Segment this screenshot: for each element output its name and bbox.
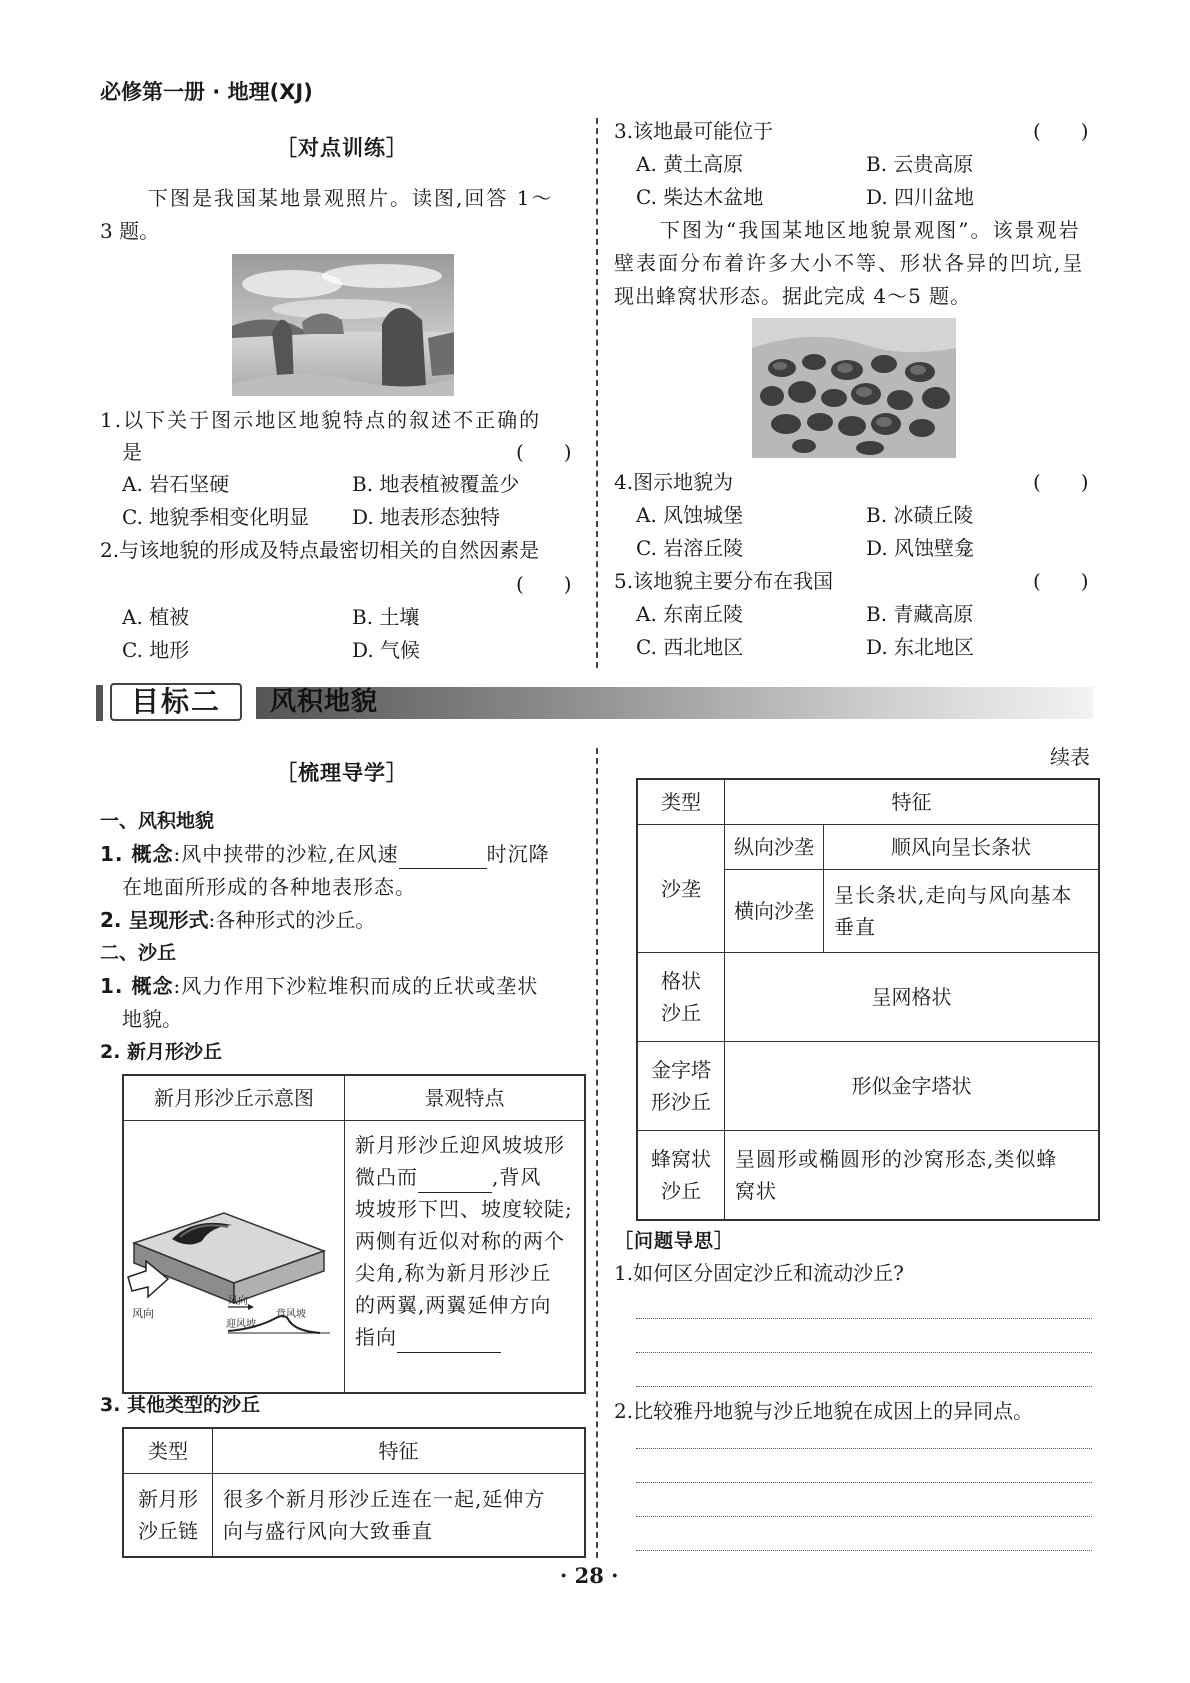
dune-type-cell: 蜂窝状 沙丘 (637, 1131, 725, 1221)
dune-subtype-cell: 纵向沙垄 (725, 825, 824, 870)
table-header: 景观特点 (345, 1075, 586, 1121)
option-c: C. 柴达木盆地 (636, 185, 764, 209)
dune-feature-cell: 呈长条状,走向与风向基本 垂直 (824, 870, 1100, 953)
answer-paren: ( ) (1033, 119, 1089, 143)
answer-paren: ( ) (516, 440, 572, 464)
fill-blank[interactable] (399, 846, 487, 869)
answer-line[interactable] (636, 1318, 1092, 1319)
question-4: 4.图示地貌为 (614, 470, 734, 494)
banner-gradient (256, 687, 1093, 719)
dune-feature-cell: 呈网格状 (725, 953, 1100, 1042)
diagram-label-wind-direction: 风向 (132, 1307, 154, 1320)
other-dunes-table (122, 1427, 586, 1558)
question-1: 1.以下关于图示地区地貌特点的叙述不正确的 (100, 408, 542, 432)
intro-text: 下图是我国某地景观照片。读图,回答 1～ (148, 186, 554, 210)
form-2 (100, 905, 375, 935)
yardang-photo (232, 254, 454, 396)
question-3: 3.该地最可能位于 (614, 119, 774, 143)
section-title-guide: ［梳理导学］ (276, 761, 408, 785)
option-d: D. 地表形态独特 (352, 505, 501, 529)
dune-types-table-continued (636, 778, 1100, 1221)
dune-type-cell: 格状 沙丘 (637, 953, 725, 1042)
dune-subtype-cell: 横向沙垄 (725, 870, 824, 953)
answer-line[interactable] (636, 1482, 1092, 1483)
section-title-questions: ［问题导思］ (614, 1230, 735, 1252)
section-banner (96, 683, 1093, 721)
dune-feature-cell: 很多个新月形沙丘连在一起,延伸方 向与盛行风向大致垂直 (213, 1474, 586, 1558)
heading-aeolian-landform: 一、风积地貌 (100, 810, 215, 832)
form-2-text: :各种形式的沙丘。 (208, 908, 376, 932)
running-head: 必修第一册 · 地理(XJ) (100, 80, 313, 104)
feature-line: 新月形沙丘迎风坡坡形 (355, 1133, 565, 1157)
option-b: B. 云贵高原 (866, 152, 974, 176)
question-5: 5.该地貌主要分布在我国 (614, 569, 834, 593)
feature-line: 的两翼,两翼延伸方向 (355, 1293, 552, 1317)
table-continued-label: 续表 (1050, 745, 1090, 769)
option-d: D. 东北地区 (866, 635, 975, 659)
fill-blank[interactable] (397, 1330, 501, 1353)
table-header: 类型 (123, 1428, 213, 1474)
intro-text: 壁表面分布着许多大小不等、形状各异的凹坑,呈 (614, 251, 1085, 275)
guide-question-2: 2.比较雅丹地貌与沙丘地貌在成因上的异同点。 (614, 1399, 1034, 1423)
heading-other-dunes: 3. 其他类型的沙丘 (100, 1394, 261, 1416)
honeycomb-rock-photo (752, 318, 956, 458)
answer-paren: ( ) (516, 572, 572, 596)
feature-line: 两侧有近似对称的两个 (355, 1229, 565, 1253)
dune-type-cell: 新月形 沙丘链 (123, 1474, 213, 1558)
option-a: A. 黄土高原 (636, 152, 744, 176)
column-divider-top (596, 118, 598, 668)
option-d: D. 风蚀壁龛 (866, 536, 975, 560)
option-b: B. 土壤 (352, 605, 420, 629)
diagram-label-windward: 迎风坡 (226, 1319, 256, 1330)
option-b: B. 冰碛丘陵 (866, 503, 974, 527)
intro-text: 下图为“我国某地区地貌景观图”。该景观岩 (660, 218, 1081, 242)
intro-text: 现出蜂窝状形态。据此完成 4～5 题。 (614, 284, 972, 308)
crescent-dune-diagram (124, 1121, 342, 1383)
dune-concept-text: :风力作用下沙粒堆积而成的丘状或垄状 (173, 974, 539, 998)
answer-line[interactable] (636, 1550, 1092, 1551)
option-c: C. 地貌季相变化明显 (122, 505, 310, 529)
heading-crescent-dune: 2. 新月形沙丘 (100, 1041, 223, 1063)
answer-line[interactable] (636, 1516, 1092, 1517)
table-header: 特征 (213, 1428, 586, 1474)
dune-concept-label: 1. 概念 (100, 974, 174, 998)
feature-line: 尖角,称为新月形沙丘 (355, 1261, 552, 1285)
dune-feature-cell: 呈圆形或椭圆形的沙窝形态,类似蜂 窝状 (725, 1131, 1100, 1221)
answer-line[interactable] (636, 1352, 1092, 1353)
answer-line[interactable] (636, 1386, 1092, 1387)
dune-type-cell: 金字塔 形沙丘 (637, 1042, 725, 1131)
feature-line: 微凸而 ,背风 (355, 1161, 576, 1193)
banner-title: 风积地貌 (270, 687, 379, 717)
answer-paren: ( ) (1033, 569, 1089, 593)
dune-concept (100, 971, 538, 1001)
table-header: 类型 (637, 779, 725, 825)
option-d: D. 气候 (352, 638, 421, 662)
concept-1 (100, 839, 550, 869)
dune-feature-cell: 形似金字塔状 (725, 1042, 1100, 1131)
intro-text: 3 题。 (100, 219, 160, 243)
banner-badge: 目标二 (110, 683, 242, 721)
answer-paren: ( ) (1033, 470, 1089, 494)
crescent-dune-features (345, 1121, 586, 1394)
option-a: A. 植被 (122, 605, 190, 629)
concept-1-text: :风中挟带的沙粒,在风速 (173, 842, 399, 866)
option-a: A. 风蚀城堡 (636, 503, 744, 527)
table-header: 特征 (725, 779, 1100, 825)
concept-1-text-end: 时沉降 (486, 842, 550, 866)
option-c: C. 地形 (122, 638, 190, 662)
diagram-label-leeward: 背风坡 (276, 1309, 306, 1320)
option-b: B. 青藏高原 (866, 602, 974, 626)
section-title-practice: ［对点训练］ (276, 136, 408, 160)
question-1-cont: 是 (122, 440, 142, 464)
option-d: D. 四川盆地 (866, 185, 975, 209)
banner-bar (96, 685, 103, 721)
crescent-dune-table (122, 1074, 586, 1394)
option-a: A. 岩石坚硬 (122, 472, 230, 496)
crescent-dune-diagram-cell (123, 1121, 345, 1394)
question-2: 2.与该地貌的形成及特点最密切相关的自然因素是 (100, 538, 540, 562)
concept-1-cont: 在地面所形成的各种地表形态。 (122, 875, 416, 899)
form-2-label: 2. 呈现形式 (100, 908, 209, 932)
yardang-photo-image (232, 254, 454, 396)
guide-question-1: 1.如何区分固定沙丘和流动沙丘? (614, 1261, 904, 1285)
heading-dune: 二、沙丘 (100, 942, 177, 964)
feature-line: 指向 (355, 1321, 576, 1353)
option-c: C. 西北地区 (636, 635, 744, 659)
dune-concept-cont: 地貌。 (122, 1007, 182, 1031)
dune-feature-cell: 顺风向呈长条状 (824, 825, 1100, 870)
option-a: A. 东南丘陵 (636, 602, 744, 626)
concept-1-label: 1. 概念 (100, 842, 174, 866)
option-c: C. 岩溶丘陵 (636, 536, 744, 560)
table-header: 新月形沙丘示意图 (123, 1075, 345, 1121)
diagram-label-wind: 风向 (228, 1296, 248, 1307)
page-number: · 28 · (560, 1563, 619, 1588)
column-divider-bottom (596, 748, 598, 1558)
answer-line[interactable] (636, 1448, 1092, 1449)
honeycomb-rock-image (752, 318, 956, 458)
option-b: B. 地表植被覆盖少 (352, 472, 520, 496)
dune-type-cell: 沙垄 (637, 825, 725, 953)
fill-blank[interactable] (418, 1170, 492, 1193)
feature-line: 坡坡形下凹、坡度较陡; (355, 1197, 573, 1221)
